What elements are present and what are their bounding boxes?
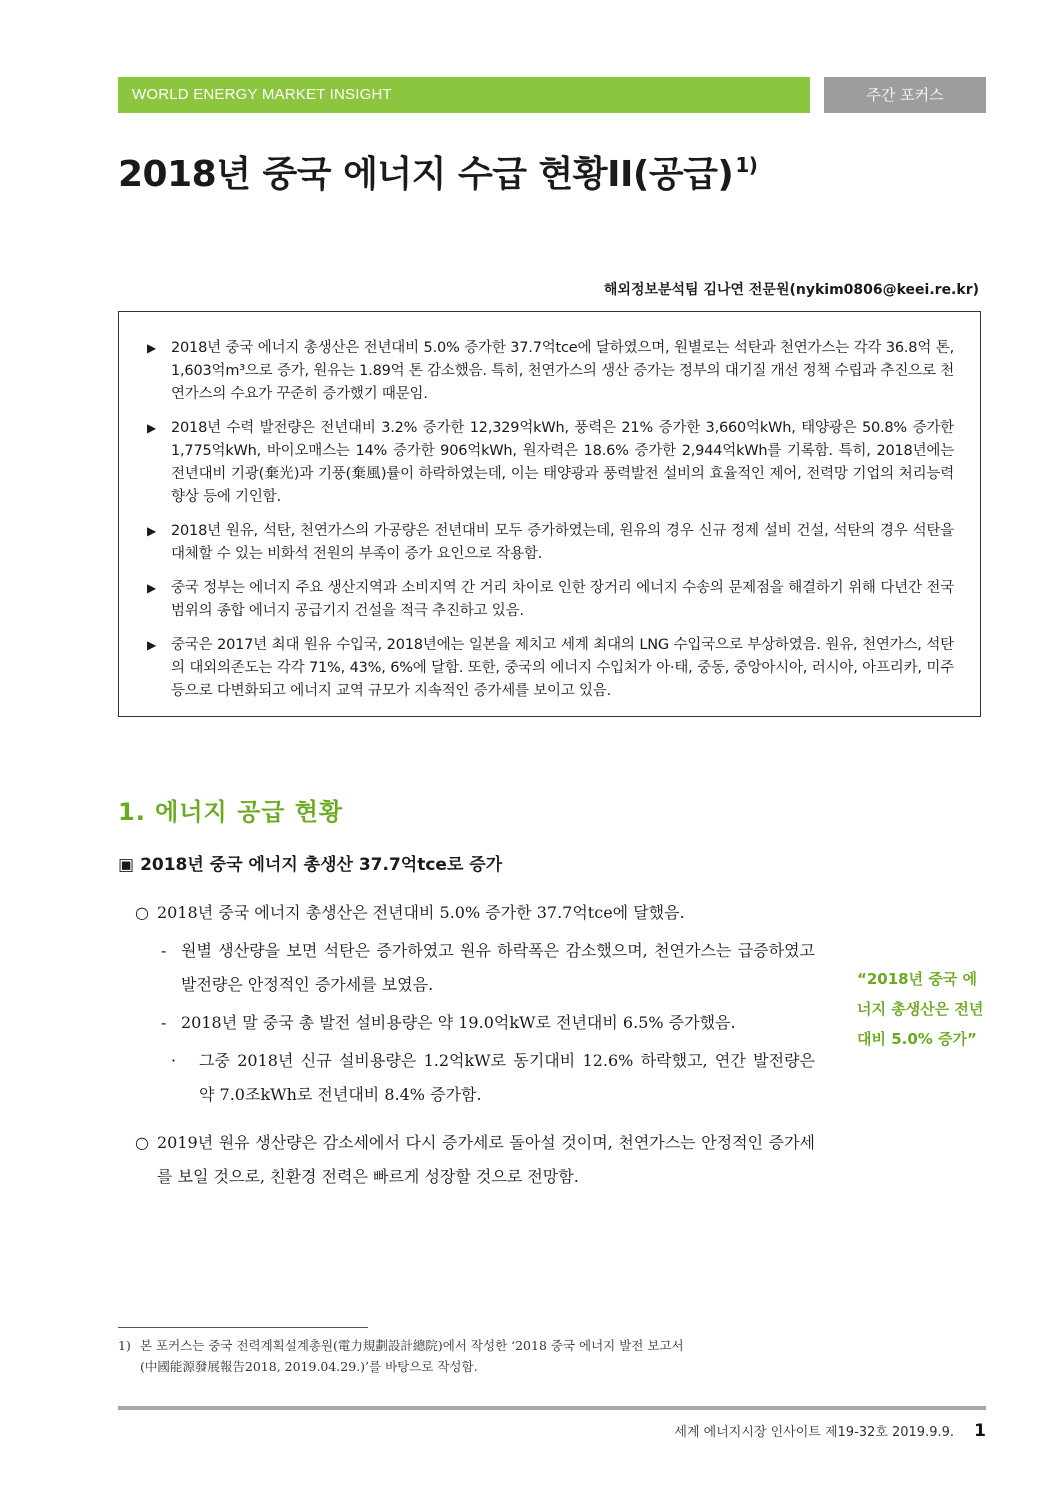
summary-item [147,337,954,406]
page-footer [674,1421,986,1441]
summary-text: 2018년 수력 발전량은 전년대비 3.2% 증가한 12,329억kWh, 풍력은 21% 증가한 3,660억kWh, 태양광은 50.8% 증가한 1,775억kWh, 바이오매스는 14% 증가한 906억kWh, 원자력은 18.6% 증가한 2,944억kWh를 기록함. 특히, 2018년에는 전년대비 기광(棄光)과 기풍(棄風)률이 하락하였는데, 이는 태양광과 풍력발전 설비의 효율적인 제어, 전력망 기업의 처리능력 향상 등에 기인함. [171,420,954,505]
dash-bullet-icon: - [161,941,167,960]
paragraph-text: 2018년 말 중국 총 발전 설비용량은 약 19.0억kW로 전년대비 6.5% 증가했음. [181,1013,736,1032]
paragraph-text: 원별 생산량을 보면 석탄은 증가하였고 원유 하락폭은 감소했으며, 천연가스는 급증하였고 발전량은 안정적인 증가세를 보였음. [181,941,815,994]
summary-text: 2018년 원유, 석탄, 천연가스의 가공량은 전년대비 모두 증가하였는데, 원유의 경우 신규 정제 설비 건설, 석탄의 경우 석탄을 대체할 수 있는 비화석 전원의 부족이 증가 요인으로 작용함. [171,523,954,562]
circle-bullet-icon: ○ [135,1133,149,1152]
pull-quote: “2018년 중국 에너지 총생산은 전년대비 5.0% 증가” [857,970,984,1048]
summary-box [118,311,981,717]
circle-bullet-icon: ○ [135,903,149,922]
summary-item [147,520,954,566]
summary-text: 중국은 2017년 최대 원유 수입국, 2018년에는 일본을 제치고 세계 최대의 LNG 수입국으로 부상하였음. 원유, 천연가스, 석탄의 대외의존도는 각각 71%, 43%, 6%에 달함. 또한, 중국의 에너지 수입처가 아·태, 중동, 중앙아시아, 러시아, 아프리카, 미주 등으로 다변화되고 에너지 교역 규모가 지속적인 증가세를 보이고 있음. [171,637,954,699]
summary-item [147,634,954,703]
triangle-bullet-icon: ▶ [147,524,157,538]
series-banner: WORLD ENERGY MARKET INSIGHT [118,77,810,113]
paragraph-text: 2019년 원유 생산량은 감소세에서 다시 증가세로 돌아설 것이며, 천연가스는 안정적인 증가세를 보일 것으로, 친환경 전력은 빠르게 성장할 것으로 전망함. [157,1133,815,1186]
dot-bullet-icon: · [171,1051,177,1070]
body-paragraph [135,896,815,930]
publication-name: 세계 에너지시장 인사이트 [674,1425,821,1440]
summary-text: 2018년 중국 에너지 총생산은 전년대비 5.0% 증가한 37.7억tce에 달하였으며, 원별로는 석탄과 천연가스는 각각 36.8억 톤, 1,603억m³으로 증가, 원유는 1.89억 톤 감소했음. 특히, 천연가스의 생산 증가는 정부의 대기질 개선 정책 수립과 추진으로 천연가스의 수요가 꾸준히 증가했기 때문임. [171,340,954,402]
section-tag: 주간 포커스 [824,77,986,113]
square-bullet-icon: ▣ [118,855,135,875]
body-text [135,896,815,1194]
subsection-heading [118,850,502,875]
footer-divider [118,1406,986,1410]
dash-bullet-icon: - [161,1013,167,1032]
subsection-text: 2018년 중국 에너지 총생산 37.7억tce로 증가 [140,855,503,875]
title-footnote-ref[interactable]: 1) [735,153,758,177]
paragraph-text: 2018년 중국 에너지 총생산은 전년대비 5.0% 증가한 37.7억tce에 달했음. [157,903,685,922]
triangle-bullet-icon: ▶ [147,421,157,435]
body-subsubparagraph [135,1044,815,1112]
summary-text: 중국 정부는 에너지 주요 생산지역과 소비지역 간 거리 차이로 인한 장거리 에너지 수송의 문제점을 해결하기 위해 다년간 전국 범위의 종합 에너지 공급기지 건설을 적극 추진하고 있음. [171,580,954,619]
triangle-bullet-icon: ▶ [147,341,157,355]
page-number: 1 [974,1421,986,1441]
triangle-bullet-icon: ▶ [147,638,157,652]
page-title [118,146,978,197]
section-heading: 1. 에너지 공급 현황 [118,798,344,826]
footnote-line: 본 포커스는 중국 전력계획설계총원(電力規劃設計總院)에서 작성한 ‘2018 중국 에너지 발전 보고서 [140,1338,684,1353]
footnote-marker: 1) [118,1338,131,1353]
summary-item [147,577,954,623]
body-paragraph [135,1126,815,1194]
triangle-bullet-icon: ▶ [147,581,157,595]
body-subparagraph [135,934,815,1002]
paragraph-text: 그중 2018년 신규 설비용량은 1.2억kW로 동기대비 12.6% 하락했고, 연간 발전량은 약 7.0조kWh로 전년대비 8.4% 증가함. [199,1051,815,1104]
footnote-line: (中國能源發展報告2018, 2019.04.29.)’를 바탕으로 작성함. [140,1359,478,1374]
body-subparagraph [135,1006,815,1040]
issue-info: 제19-32호 2019.9.9. [824,1425,955,1440]
footnote-divider [118,1327,368,1328]
summary-item [147,417,954,509]
footnote [118,1335,808,1377]
title-text: 2018년 중국 에너지 수급 현황II(공급) [118,154,734,195]
author-line: 해외정보분석팀 김나연 전문원(nykim0806@keei.re.kr) [603,282,979,298]
